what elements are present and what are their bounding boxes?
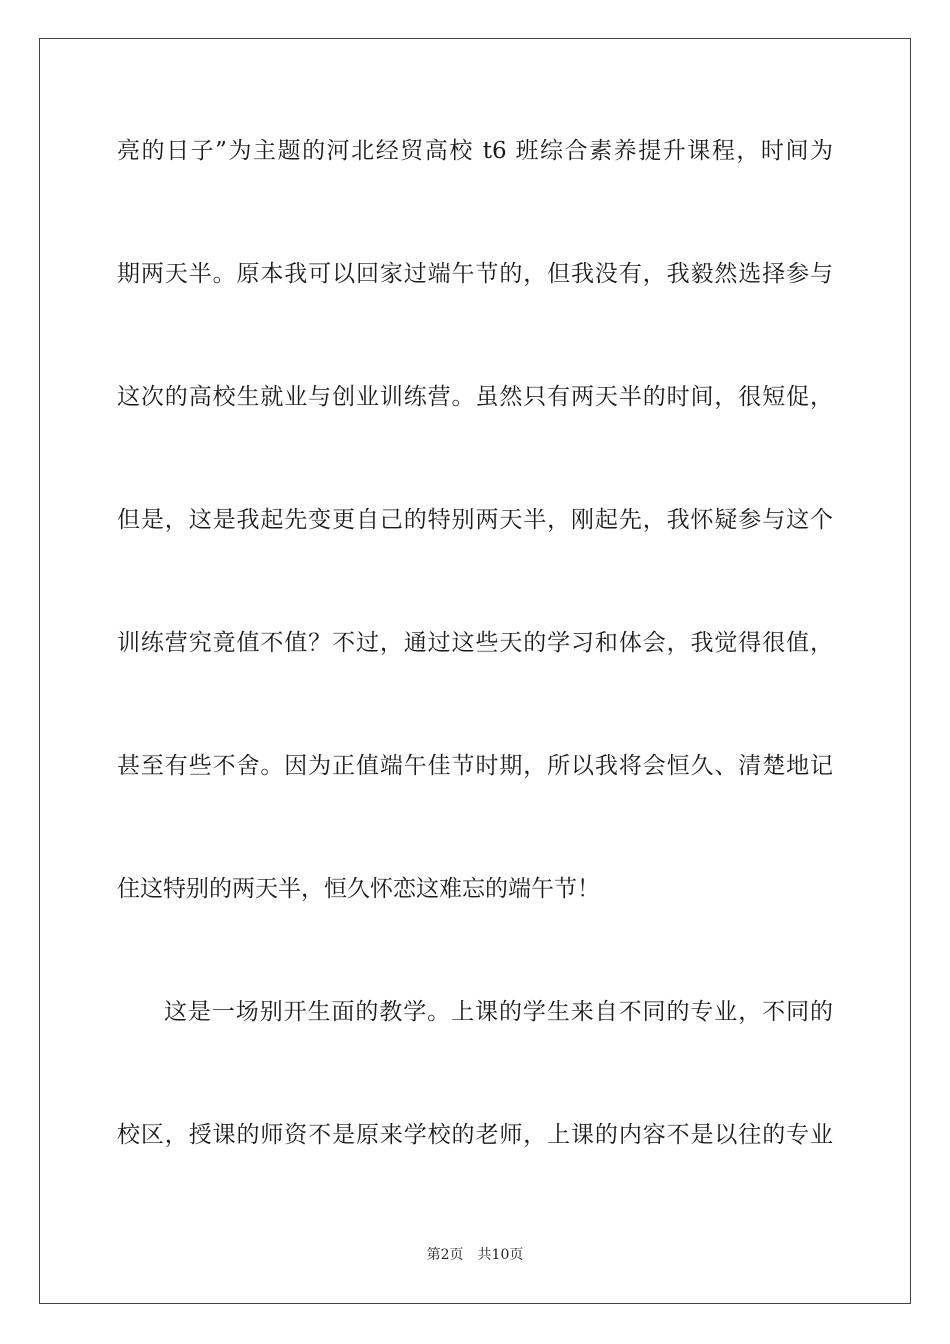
body-text-line: 但是，这是我起先变更自己的特别两天半，刚起先，我怀疑参与这个 — [117, 507, 833, 533]
page-number: 第2页 — [426, 1247, 464, 1263]
body-text-line: 这次的高校生就业与创业训练营。虽然只有两天半的时间，很短促， — [117, 384, 833, 410]
body-text-line: 期两天半。原本我可以回家过端午节的，但我没有，我毅然选择参与 — [117, 261, 833, 287]
page-border — [39, 38, 911, 1304]
body-text-line: 甚至有些不舍。因为正值端午佳节时期，所以我将会恒久、清楚地记 — [117, 753, 833, 779]
body-text-line: 训练营究竟值不值？不过，通过这些天的学习和体会，我觉得很值， — [117, 630, 833, 656]
body-text-line: 亮的日子”为主题的河北经贸高校 t6 班综合素养提升课程，时间为 — [117, 138, 833, 164]
body-text-line: 校区，授课的师资不是原来学校的老师，上课的内容不是以往的专业 — [117, 1122, 833, 1148]
body-text-line: 住这特别的两天半，恒久怀恋这难忘的端午节！ — [117, 876, 600, 902]
paragraph-first-line: 这是一场别开生面的教学。上课的学生来自不同的专业，不同的 — [164, 999, 833, 1025]
page-total: 共10页 — [477, 1247, 524, 1263]
page-footer — [0, 1246, 950, 1264]
